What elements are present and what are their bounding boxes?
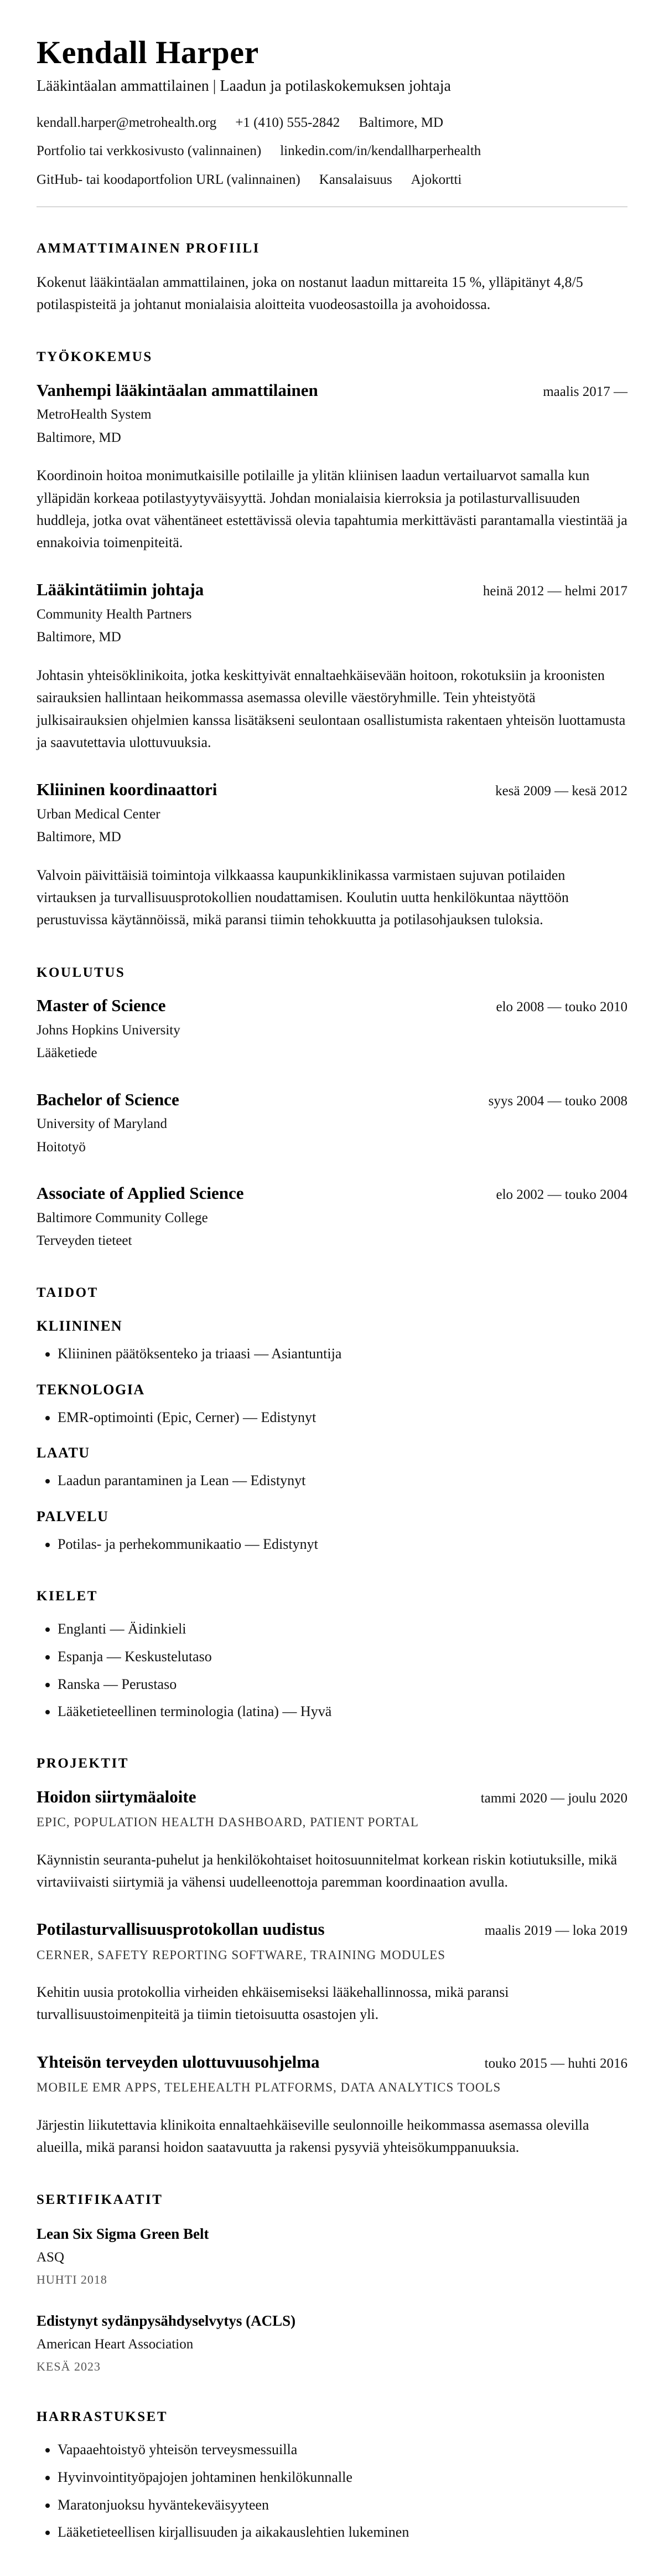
job-location: Baltimore, MD	[37, 630, 121, 645]
contact-email: kendall.harper@metrohealth.org	[37, 115, 217, 130]
education-header	[37, 1089, 627, 1112]
certification-issuer: American Heart Association	[37, 2337, 194, 2352]
certifications-heading: SERTIFIKAATIT	[37, 2192, 163, 2208]
project-header	[37, 2052, 627, 2074]
contact-row-2	[37, 141, 627, 162]
language-item: • Espanja — Keskustelutaso	[58, 1646, 627, 1667]
certification-name: Lean Six Sigma Green Belt	[37, 2225, 209, 2242]
school-name: Baltimore Community College	[37, 1210, 208, 1225]
degree-title: Bachelor of Science	[37, 1089, 179, 1109]
certification-date: HUHTI 2018	[37, 2272, 107, 2286]
skill-category-name: LAATU	[37, 1445, 90, 1461]
project-dates: touko 2015 — huhti 2016	[484, 2055, 627, 2071]
job-location: Baltimore, MD	[37, 830, 121, 845]
job-description: Koordinoin hoitoa monimutkaisille potilaille ja ylitän kliinisen laadun vertailuarvot samalla kun ylläpidän korkeaa potilastyytyväisyyttä. Johdan monialaisia kierroksia ja potilasturvallisuuden huddleja, jotka ovat vähentäneet estettävissä olevia tapahtumia merkittävästi parantamalla viestintää ja ennakoivia toimenpiteitä.	[37, 467, 627, 551]
hobby-item: • Lääketieteellisen kirjallisuuden ja aikakauslehtien lukeminen	[58, 2522, 627, 2543]
school-name: Johns Hopkins University	[37, 1022, 180, 1038]
job-title: Lääkintätiimin johtaja	[37, 580, 204, 600]
job-entry	[37, 380, 627, 554]
candidate-name: Kendall Harper	[37, 34, 259, 70]
skills-heading: TAIDOT	[37, 1285, 98, 1300]
degree-title: Associate of Applied Science	[37, 1183, 244, 1203]
project-header	[37, 1786, 627, 1809]
contact-row-3	[37, 169, 627, 190]
project-title: Yhteisön terveyden ulottuvuusohjelma	[37, 2052, 320, 2072]
project-tech: EPIC, POPULATION HEALTH DASHBOARD, PATIENT PORTAL	[37, 1815, 419, 1830]
section-experience	[37, 347, 627, 931]
section-skills	[37, 1282, 627, 1555]
education-heading: KOULUTUS	[37, 965, 126, 980]
language-list	[37, 1619, 627, 1722]
education-dates: elo 2008 — touko 2010	[496, 1000, 627, 1015]
language-item: • Lääketieteellinen terminologia (latina) — Hyvä	[58, 1701, 627, 1722]
field-of-study: Hoitotyö	[37, 1139, 86, 1155]
education-entry	[37, 1183, 627, 1251]
school-name: University of Maryland	[37, 1116, 168, 1132]
skill-list	[37, 1407, 627, 1428]
contact-row-1	[37, 112, 627, 133]
job-company: Community Health Partners	[37, 606, 192, 622]
job-description: Valvoin päivittäisiä toimintoja vilkkaassa kaupunkiklinikassa varmistaen sujuvan potilaiden virtauksen ja turvallisuusprotokollien noudattamisen. Koulutin uutta henkilökuntaa näyttöön perustuvissa käytännöissä, mikä paransi tiimin tehokkuutta ja potilasohjauksen tuloksia.	[37, 867, 569, 928]
candidate-tagline: Lääkintäalan ammattilainen | Laadun ja potilaskokemuksen johtaja	[37, 77, 451, 95]
skill-category-name: TEKNOLOGIA	[37, 1381, 145, 1398]
certification-name: Edistynyt sydänpysähdyselvytys (ACLS)	[37, 2312, 296, 2329]
job-entry	[37, 779, 627, 931]
hobbies-heading: HARRASTUKSET	[37, 2409, 168, 2424]
job-header	[37, 779, 627, 802]
project-header	[37, 1919, 627, 1941]
hobby-item: • Hyvinvointityöpajojen johtaminen henkilökunnalle	[58, 2467, 627, 2488]
profile-text: Kokenut lääkintäalan ammattilainen, joka on nostanut laadun mittareita 15 %, ylläpitänyt 4,8/5 potilaspisteitä ja johtanut monialaisia aloitteita vuodeosastoilla ja avohoidossa.	[37, 274, 583, 312]
contact-github: GitHub- tai koodaportfolion URL (valinnainen)	[37, 172, 300, 187]
section-hobbies	[37, 2407, 627, 2543]
section-profile	[37, 238, 627, 316]
skill-list	[37, 1343, 627, 1364]
contact-portfolio: Portfolio tai verkkosivusto (valinnainen)	[37, 143, 262, 159]
skill-list	[37, 1534, 627, 1555]
section-projects	[37, 1753, 627, 2158]
education-dates: elo 2002 — touko 2004	[496, 1187, 627, 1203]
skill-item: • Potilas- ja perhekommunikaatio — Edistynyt	[58, 1534, 627, 1555]
project-title: Potilasturvallisuusprotokollan uudistus	[37, 1919, 325, 1939]
skill-item: • EMR-optimointi (Epic, Cerner) — Edistynyt	[58, 1407, 627, 1428]
skill-item: • Laadun parantaminen ja Lean — Edistynyt	[58, 1470, 627, 1491]
hobby-item: • Maratonjuoksu hyväntekeväisyyteen	[58, 2495, 627, 2516]
job-entry	[37, 579, 627, 754]
hobby-item: • Vapaaehtoistyö yhteisön terveysmessuilla	[58, 2439, 627, 2460]
language-item: • Ranska — Perustaso	[58, 1674, 627, 1695]
language-item: • Englanti — Äidinkieli	[58, 1619, 627, 1640]
languages-heading: KIELET	[37, 1588, 98, 1604]
education-entry	[37, 995, 627, 1064]
job-dates: maalis 2017 —	[543, 384, 627, 399]
project-description: Kehitin uusia protokollia virheiden ehkäisemiseksi lääkehallinnossa, mikä paransi turvallisuustoimenpiteitä ja tiimin tietoisuutta osastojen yli.	[37, 1984, 509, 2023]
contact-location: Baltimore, MD	[359, 115, 444, 130]
certification-issuer: ASQ	[37, 2250, 65, 2265]
project-tech: MOBILE EMR APPS, TELEHEALTH PLATFORMS, DATA ANALYTICS TOOLS	[37, 2080, 501, 2095]
section-languages	[37, 1586, 627, 1722]
certification-date: KESÄ 2023	[37, 2359, 101, 2373]
job-company: MetroHealth System	[37, 407, 152, 423]
section-education	[37, 962, 627, 1251]
skill-category	[37, 1379, 627, 1428]
certification-entry	[37, 2223, 627, 2289]
job-dates: kesä 2009 — kesä 2012	[495, 784, 627, 799]
job-title: Vanhempi lääkintäalan ammattilainen	[37, 380, 318, 400]
job-dates: heinä 2012 — helmi 2017	[483, 584, 627, 599]
contact-drivers-license: Ajokortti	[411, 172, 462, 187]
skill-category	[37, 1315, 627, 1364]
experience-heading: TYÖKOKEMUS	[37, 349, 153, 365]
project-tech: CERNER, SAFETY REPORTING SOFTWARE, TRAINING MODULES	[37, 1948, 446, 1962]
education-header	[37, 995, 627, 1018]
job-header	[37, 579, 627, 602]
job-location: Baltimore, MD	[37, 430, 121, 445]
resume-header	[37, 34, 627, 207]
education-entry	[37, 1089, 627, 1158]
field-of-study: Terveyden tieteet	[37, 1233, 132, 1249]
project-dates: maalis 2019 — loka 2019	[484, 1923, 627, 1939]
skill-category-name: PALVELU	[37, 1508, 109, 1525]
profile-heading: AMMATTIMAINEN PROFIILI	[37, 241, 260, 256]
skill-item: • Kliininen päätöksenteko ja triaasi — Asiantuntija	[58, 1343, 627, 1364]
certification-entry	[37, 2310, 627, 2376]
skill-category	[37, 1506, 627, 1555]
project-dates: tammi 2020 — joulu 2020	[480, 1790, 627, 1806]
skill-list	[37, 1470, 627, 1491]
project-title: Hoidon siirtymäaloite	[37, 1786, 196, 1806]
project-description: Järjestin liikutettavia klinikoita ennaltaehkäiseville seulonnoille heikommassa asemassa olevilla alueilla, mikä paransi hoidon saatavuutta ja rakensi pysyviä yhteisökumppanuuksia.	[37, 2116, 589, 2156]
job-company: Urban Medical Center	[37, 806, 160, 822]
field-of-study: Lääketiede	[37, 1045, 97, 1061]
contact-citizenship: Kansalaisuus	[319, 172, 392, 187]
degree-title: Master of Science	[37, 996, 166, 1016]
education-dates: syys 2004 — touko 2008	[488, 1093, 627, 1109]
project-entry	[37, 1919, 627, 2026]
skill-category-name: KLIININEN	[37, 1318, 123, 1335]
contact-phone: +1 (410) 555-2842	[235, 115, 340, 130]
project-entry	[37, 1786, 627, 1894]
job-header	[37, 380, 627, 403]
education-header	[37, 1183, 627, 1205]
section-certifications	[37, 2189, 627, 2376]
project-description: Käynnistin seuranta-puhelut ja henkilökohtaiset hoitosuunnitelmat korkean riskin kotiutuksille, mikä virtaviivaisti siirtymiä ja vähensi uudelleenottoja paremman koordinaation avulla.	[37, 1851, 618, 1890]
project-entry	[37, 2052, 627, 2159]
job-description: Johtasin yhteisöklinikoita, jotka keskittyivät ennaltaehkäisevään hoitoon, rokotuksiin ja kroonisten sairauksien hallintaan heikommassa asemassa oleville väestöryhmille. Tein yhteistyötä julkisairauksien ohjelmien kanssa lisätäkseni seulontaan osallistumista rakentaen yhteisön luottamusta ja saavutettavia ulottuvuuksia.	[37, 667, 626, 750]
projects-heading: PROJEKTIT	[37, 1756, 129, 1771]
skill-category	[37, 1442, 627, 1491]
hobby-list	[37, 2439, 627, 2543]
contact-linkedin: linkedin.com/in/kendallharperhealth	[280, 143, 481, 159]
job-title: Kliininen koordinaattori	[37, 780, 217, 800]
